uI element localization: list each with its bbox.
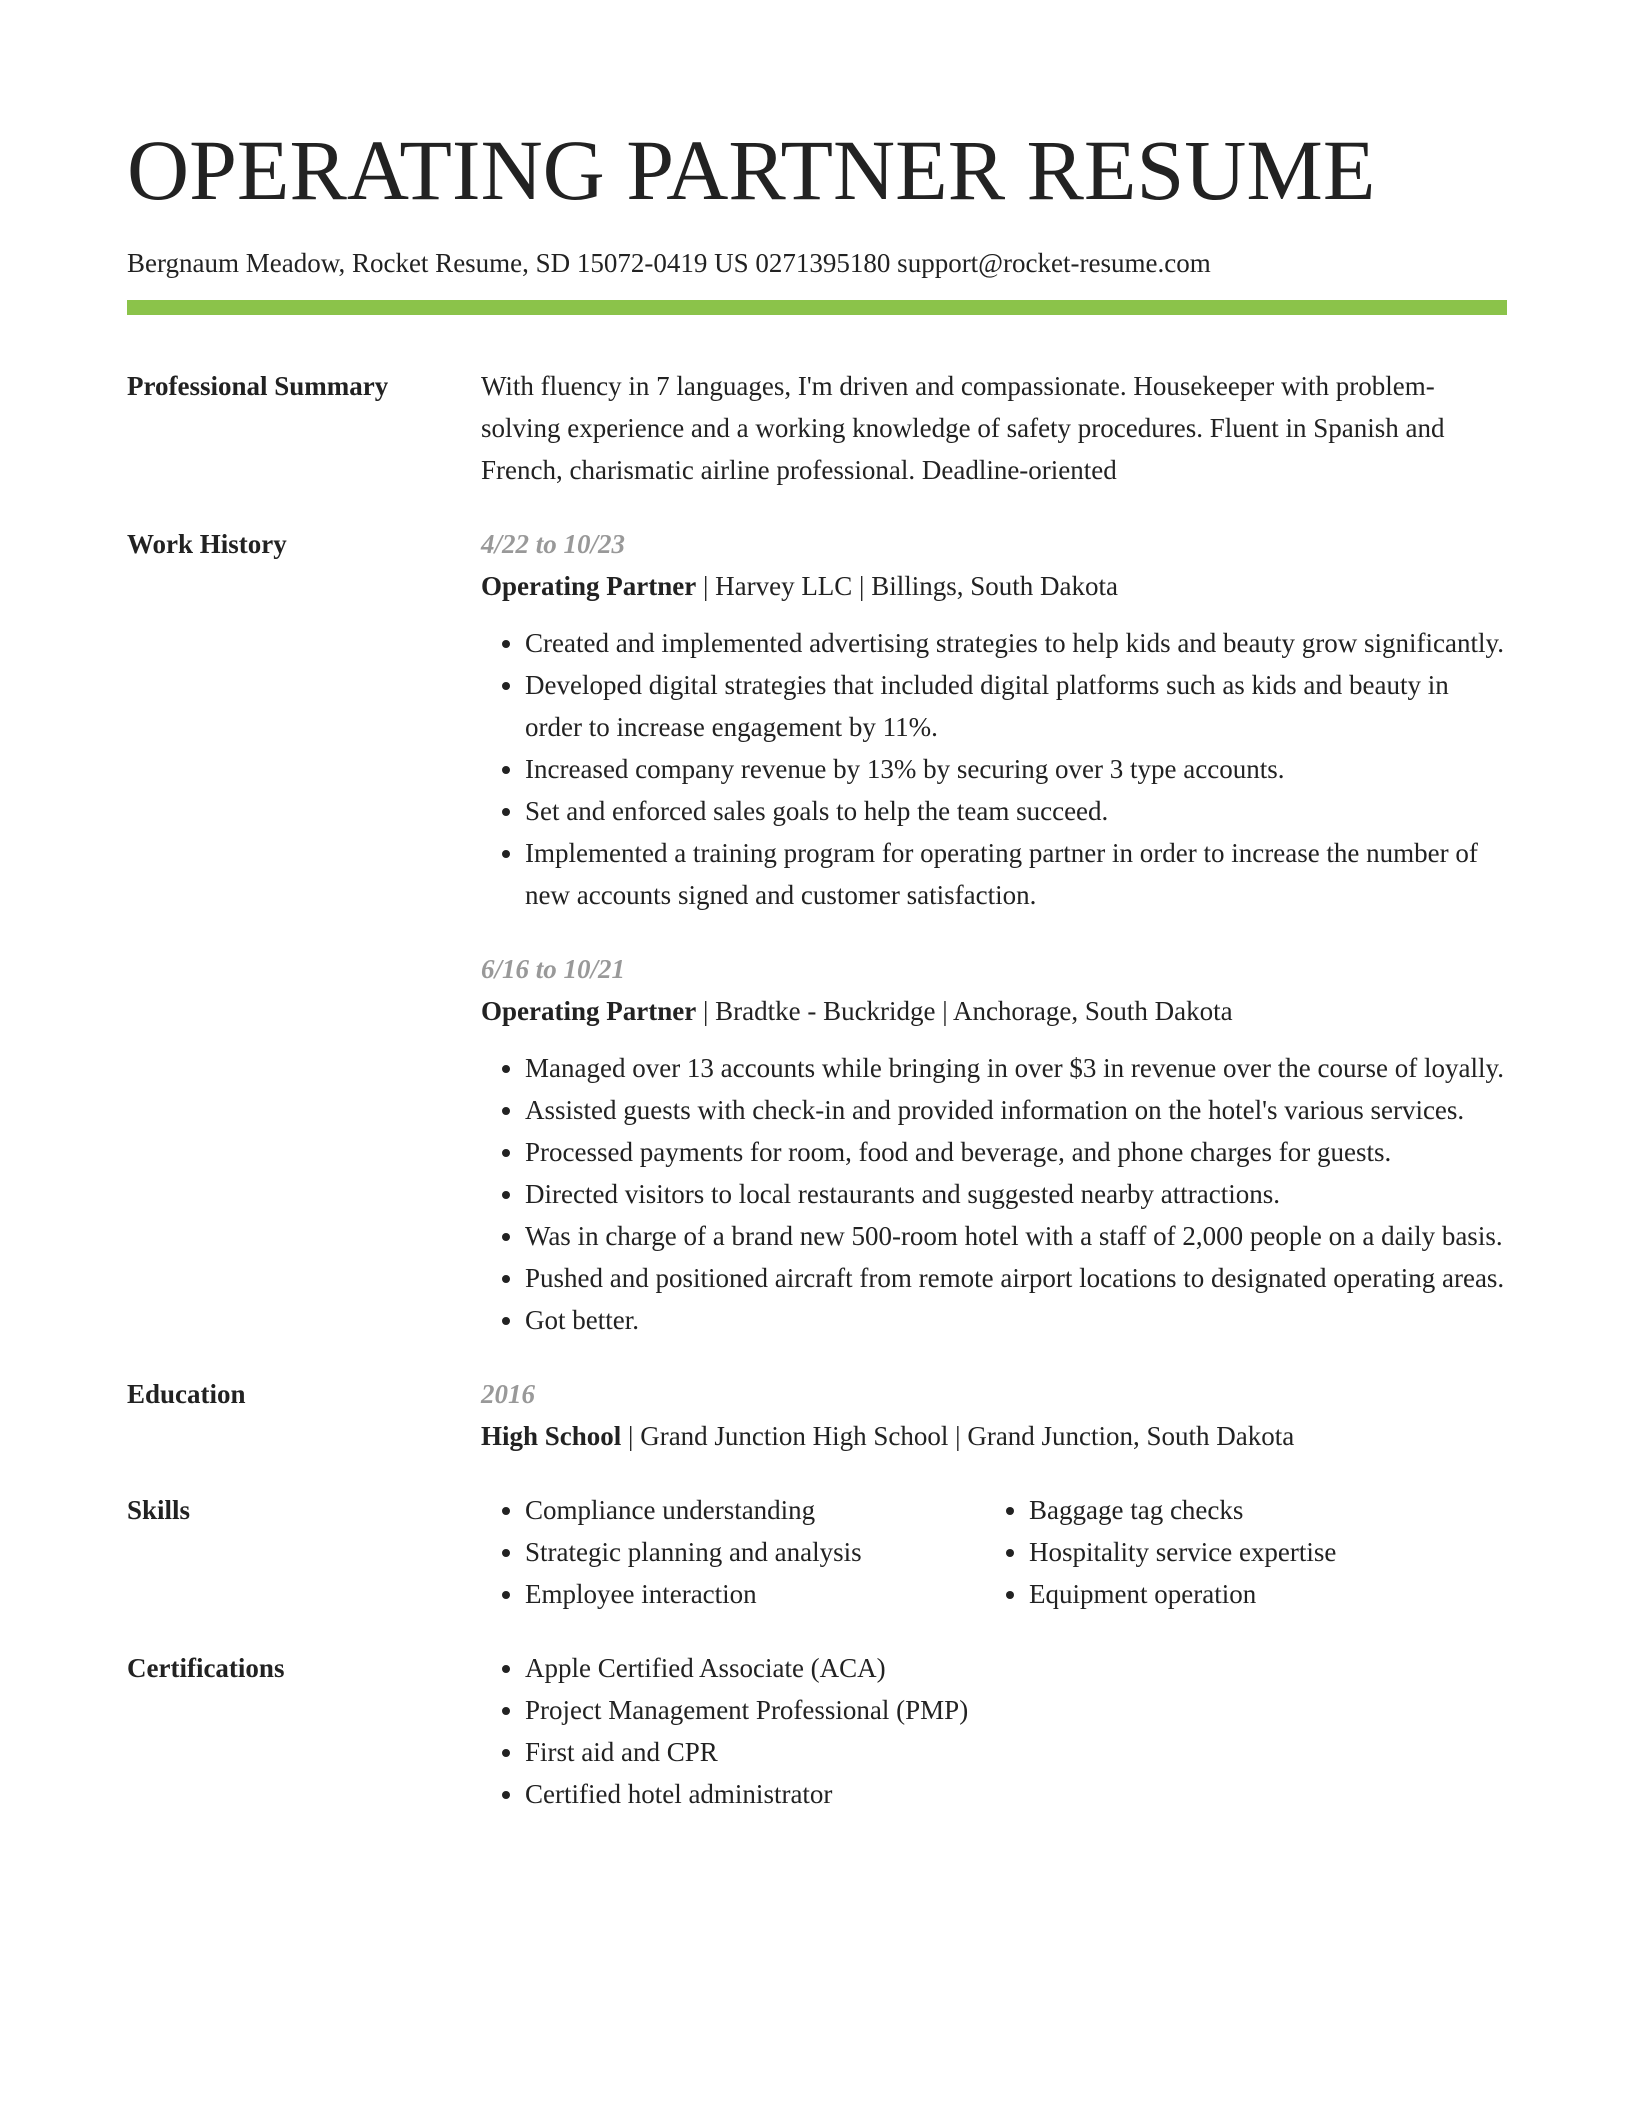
job-role: Operating Partner xyxy=(481,996,697,1026)
resume-title: OPERATING PARTNER RESUME xyxy=(127,122,1376,218)
skill-item: • Strategic planning and analysis xyxy=(525,1531,985,1573)
skills-column-left xyxy=(481,1489,985,1615)
job-bullet: • Created and implemented advertising strategies to help kids and beauty grow significantly. xyxy=(525,622,1507,664)
education-degree: High School xyxy=(481,1421,622,1451)
job-details: | Harvey LLC | Billings, South Dakota xyxy=(696,571,1118,601)
skills-grid xyxy=(481,1489,1507,1615)
certification-item: • Project Management Professional (PMP) xyxy=(525,1689,1507,1731)
section-label-education: Education xyxy=(127,1379,246,1409)
certification-item: • First aid and CPR xyxy=(525,1731,1507,1773)
certifications-section xyxy=(127,1647,1507,1815)
job-title-line xyxy=(481,565,1507,607)
job-bullet: • Developed digital strategies that included digital platforms such as kids and beauty in order to increase engagement by 11%. xyxy=(525,664,1507,748)
section-label-skills: Skills xyxy=(127,1495,191,1525)
job-dates: 6/16 to 10/21 xyxy=(481,954,626,984)
skill-item: • Hospitality service expertise xyxy=(1029,1531,1489,1573)
summary-section xyxy=(127,365,1507,491)
section-label-certifications: Certifications xyxy=(127,1653,285,1683)
job-bullets xyxy=(481,622,1507,916)
skill-item: • Employee interaction xyxy=(525,1573,985,1615)
job-entry xyxy=(481,523,1507,916)
education-section xyxy=(127,1373,1507,1457)
job-bullet: • Got better. xyxy=(525,1299,1507,1341)
skill-item: • Baggage tag checks xyxy=(1029,1489,1489,1531)
job-bullets xyxy=(481,1047,1507,1341)
skill-item: • Compliance understanding xyxy=(525,1489,985,1531)
skills-section xyxy=(127,1489,1507,1615)
job-bullet: • Assisted guests with check-in and provided information on the hotel's various services. xyxy=(525,1089,1507,1131)
skills-list xyxy=(985,1489,1489,1615)
job-bullet: • Managed over 13 accounts while bringing in over $3 in revenue over the course of loyally. xyxy=(525,1047,1507,1089)
job-bullet: • Directed visitors to local restaurants and suggested nearby attractions. xyxy=(525,1173,1507,1215)
contact-line: Bergnaum Meadow, Rocket Resume, SD 15072-0419 US 0271395180 support@rocket-resume.com xyxy=(127,248,1211,278)
job-bullet: • Implemented a training program for operating partner in order to increase the number of new accounts signed and customer satisfaction. xyxy=(525,832,1507,916)
job-role: Operating Partner xyxy=(481,571,697,601)
resume-page xyxy=(127,120,1507,1815)
job-dates: 4/22 to 10/23 xyxy=(481,529,626,559)
certification-item: • Apple Certified Associate (ACA) xyxy=(525,1647,1507,1689)
skills-list xyxy=(481,1489,985,1615)
certification-item: • Certified hotel administrator xyxy=(525,1773,1507,1815)
job-bullet: • Processed payments for room, food and beverage, and phone charges for guests. xyxy=(525,1131,1507,1173)
job-bullet: • Pushed and positioned aircraft from remote airport locations to designated operating areas. xyxy=(525,1257,1507,1299)
skill-item: • Equipment operation xyxy=(1029,1573,1489,1615)
job-bullet: • Increased company revenue by 13% by securing over 3 type accounts. xyxy=(525,748,1507,790)
job-title-line xyxy=(481,990,1507,1032)
accent-divider xyxy=(127,300,1507,315)
job-bullet: • Set and enforced sales goals to help the team succeed. xyxy=(525,790,1507,832)
section-label-work-history: Work History xyxy=(127,529,287,559)
education-details: | Grand Junction High School | Grand Junction, South Dakota xyxy=(621,1421,1295,1451)
job-entry xyxy=(481,948,1507,1341)
section-label-summary: Professional Summary xyxy=(127,371,389,401)
skills-column-right xyxy=(985,1489,1489,1615)
work-history-body xyxy=(481,523,1507,1341)
certifications-list xyxy=(481,1647,1507,1815)
education-line xyxy=(481,1415,1507,1457)
job-bullet: • Was in charge of a brand new 500-room hotel with a staff of 2,000 people on a daily basis. xyxy=(525,1215,1507,1257)
summary-text: With fluency in 7 languages, I'm driven and compassionate. Housekeeper with problem-solving experience and a working knowledge of safety procedures. Fluent in Spanish and French, charismatic airline professional. Deadline-oriented xyxy=(481,371,1445,485)
certifications-body xyxy=(481,1647,1507,1815)
job-details: | Bradtke - Buckridge | Anchorage, South Dakota xyxy=(696,996,1233,1026)
education-body xyxy=(481,1373,1507,1457)
work-history-section xyxy=(127,523,1507,1341)
education-year: 2016 xyxy=(481,1379,535,1409)
